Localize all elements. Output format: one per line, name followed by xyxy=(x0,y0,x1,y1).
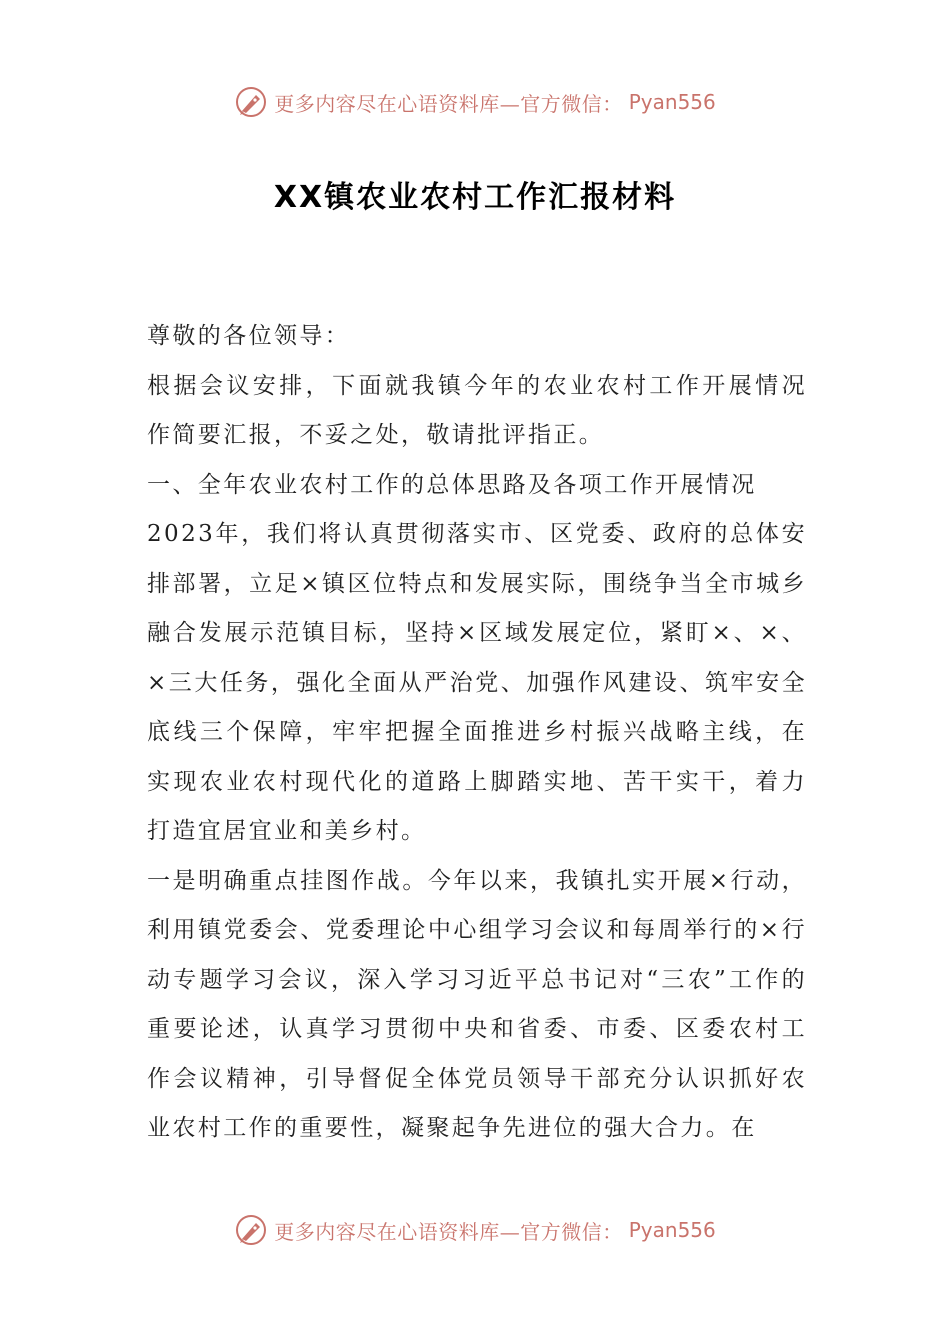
body-paragraph: 一是明确重点挂图作战。今年以来，我镇扎实开展×行动，利用镇党委会、党委理论中心组学习会议和每周举行的×行动专题学习会议，深入学习习近平总书记对“三农”工作的重要论述，认真学习贯彻中央和省委、市委、区委农村工作会议精神，引导督促全体党员领导干部充分认识抓好农业农村工作的重要性，凝聚起争先进位的强大合力。在 xyxy=(147,867,807,1141)
header-watermark-banner xyxy=(0,80,950,124)
pen-nib-logo-icon xyxy=(234,85,268,119)
banner-text: 更多内容尽在心语资料库—官方微信： xyxy=(274,1219,623,1244)
banner-text: 更多内容尽在心语资料库—官方微信： xyxy=(274,91,623,116)
banner-wechat-id: Pyan556 xyxy=(628,90,716,114)
document-body xyxy=(147,312,807,1154)
body-paragraph: 2023年，我们将认真贯彻落实市、区党委、政府的总体安排部署，立足×镇区位特点和发展实际，围绕争当全市城乡融合发展示范镇目标，坚持×区域发展定位，紧盯×、×、×三大任务，强化全面从严治党、加强作风建设、筑牢安全底线三个保障，牢牢把握全面推进乡村振兴战略主线，在实现农业农村现代化的道路上脚踏实地、苦干实干，着力打造宜居宜业和美乡村。 xyxy=(147,521,807,844)
document-title: XX镇农业农村工作汇报材料 xyxy=(273,180,677,215)
section-heading: 一、全年农业农村工作的总体思路及各项工作开展情况 xyxy=(147,471,757,498)
intro-paragraph: 根据会议安排，下面就我镇今年的农业农村工作开展情况作简要汇报，不妥之处，敬请批评指正。 xyxy=(147,372,807,448)
pen-nib-logo-icon xyxy=(234,1213,268,1247)
banner-wechat-id: Pyan556 xyxy=(628,1218,716,1242)
footer-watermark-banner xyxy=(0,1208,950,1252)
salutation-paragraph: 尊敬的各位领导： xyxy=(147,323,351,349)
